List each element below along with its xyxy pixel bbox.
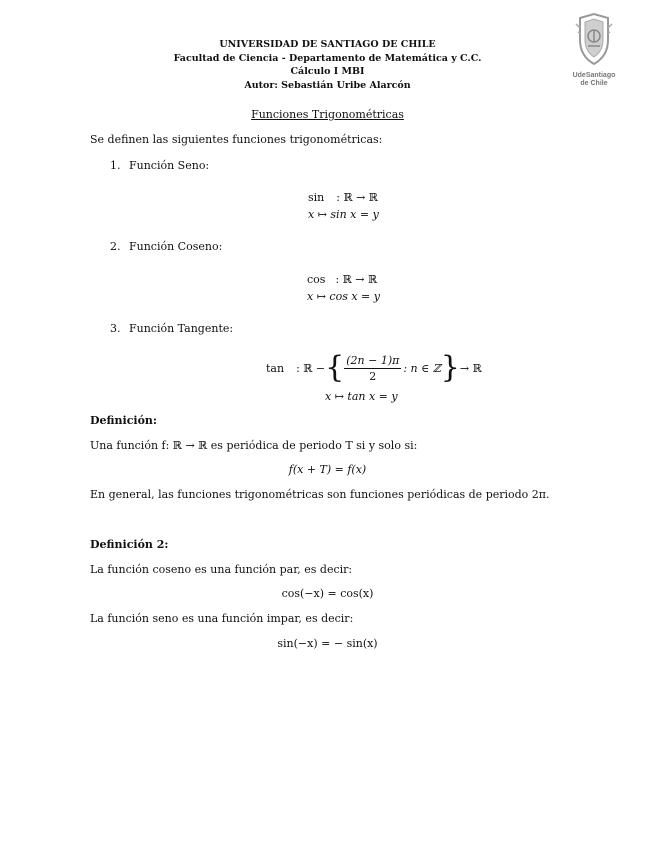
list-item-label: Función Coseno:	[129, 240, 223, 253]
tangent-mapping	[266, 350, 482, 386]
logo-text-line2: de Chile	[580, 80, 608, 87]
list-item-label: Función Seno:	[129, 159, 210, 172]
tangent-domain-start: : ℝ −	[296, 361, 326, 375]
fraction-numerator: (2n − 1)π	[346, 353, 400, 367]
definition-2-text-cosine: La función coseno es una función par, es decir:	[90, 563, 353, 576]
header-author: Autor: Sebastián Uribe Alarcón	[244, 79, 411, 91]
header-faculty: Facultad de Ciencia - Departamento de Matemática y C.C.	[173, 52, 482, 64]
sine-odd-equation: sin(−x) = − sin(x)	[277, 637, 378, 650]
cosine-domain-codomain: : ℝ → ℝ	[335, 273, 378, 286]
right-brace: }	[440, 350, 460, 385]
definition-2-text-sine: La función seno es una función impar, es decir:	[90, 612, 354, 625]
intro-text: Se definen las siguientes funciones trigonométricas:	[90, 133, 383, 146]
cosine-mapping	[307, 273, 377, 286]
sine-rule: x ↦ sin x = y	[308, 208, 379, 221]
university-logo	[566, 12, 622, 88]
periodicity-equation: f(x + T) = f(x)	[288, 463, 367, 476]
page-title: Funciones Trigonométricas	[251, 108, 404, 121]
sine-mapping	[308, 191, 378, 204]
tangent-name: tan	[266, 361, 285, 375]
definition-1-general: En general, las funciones trigonométricas son funciones periódicas de periodo 2π.	[90, 488, 550, 501]
university-crest-icon	[574, 12, 614, 68]
list-item-cosine	[110, 240, 222, 253]
header-course: Cálculo I MBI	[290, 66, 365, 77]
document-header	[0, 38, 655, 92]
sine-name: sin	[308, 191, 325, 204]
list-item-number: 3.	[110, 322, 121, 335]
sine-domain-codomain: : ℝ → ℝ	[336, 191, 378, 204]
left-brace: {	[325, 350, 345, 385]
logo-text-line1: UdeSantiago	[572, 72, 616, 79]
cosine-name: cos	[307, 273, 326, 286]
list-item-label: Función Tangente:	[129, 322, 234, 335]
definition-1-title: Definición:	[90, 414, 157, 427]
cosine-even-equation: cos(−x) = cos(x)	[281, 587, 374, 600]
header-university: UNIVERSIDAD DE SANTIAGO DE CHILE	[219, 39, 436, 50]
list-item-sine	[110, 159, 209, 172]
list-item-number: 2.	[110, 240, 121, 253]
definition-1-text: Una función f: ℝ → ℝ es periódica de periodo T si y solo si:	[90, 439, 418, 452]
cosine-rule: x ↦ cos x = y	[307, 290, 380, 303]
tangent-codomain: → ℝ	[459, 361, 482, 375]
fraction-denominator: 2	[369, 369, 377, 383]
list-item-number: 1.	[110, 159, 121, 172]
tangent-condition: : n ∈ ℤ	[403, 361, 441, 375]
tangent-rule: x ↦ tan x = y	[325, 390, 398, 403]
tangent-fraction	[344, 354, 401, 383]
definition-2-title: Definición 2:	[90, 538, 169, 551]
list-item-tangent	[110, 322, 233, 335]
